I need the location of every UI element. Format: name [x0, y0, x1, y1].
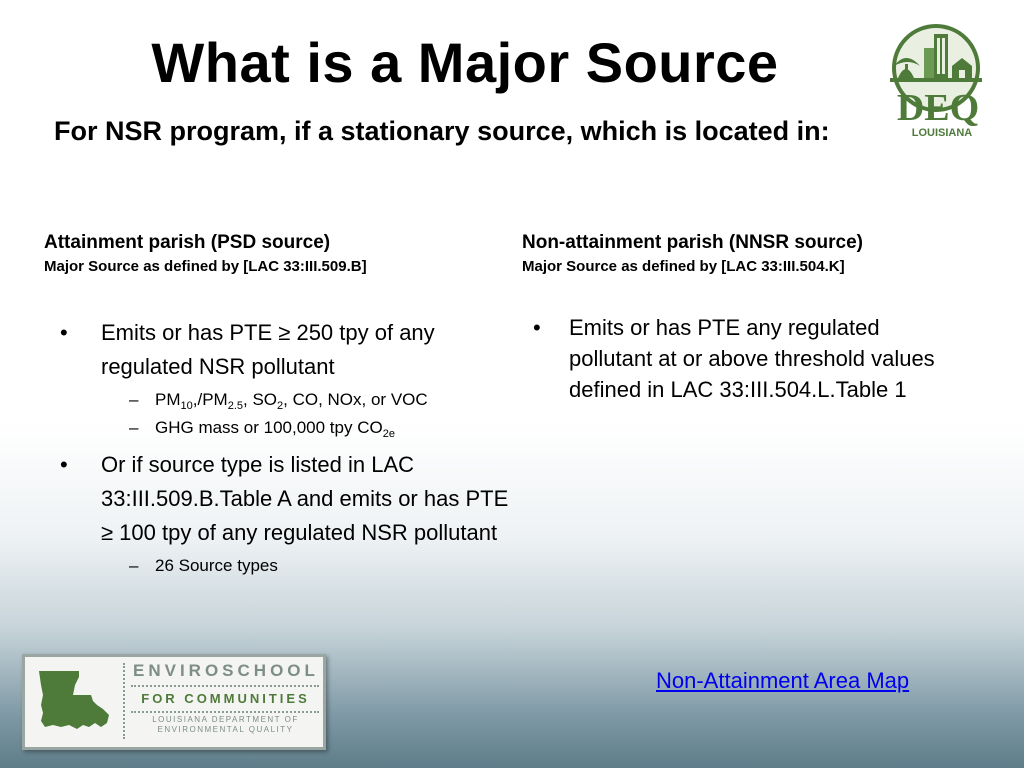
list-item — [60, 448, 510, 580]
attainment-subheading: Major Source as defined by [LAC 33:III.509.B] — [44, 258, 367, 275]
louisiana-map-icon — [35, 665, 115, 737]
non-attainment-map-link[interactable]: Non-Attainment Area Map — [656, 668, 910, 693]
svg-text:DEQ: DEQ — [896, 87, 980, 129]
nonattainment-subheading: Major Source as defined by [LAC 33:III.504.K] — [522, 258, 845, 275]
list-item — [60, 316, 510, 442]
nonattainment-bullet-list — [533, 312, 953, 405]
bullet-text: Or if source type is listed in LAC 33:III.509.B.Table A and emits or has PTE ≥ 100 tpy of any regulated NSR pollutant — [101, 452, 509, 545]
slide-title: What is a Major Source — [151, 31, 779, 94]
nonattainment-heading: Non-attainment parish (NNSR source) — [522, 232, 863, 253]
enviroschool-subtitle: FOR COMMUNITIES — [141, 691, 310, 706]
deq-logo — [876, 20, 1000, 140]
deq-emblem-icon — [876, 20, 1000, 140]
logo-divider — [131, 685, 319, 687]
attainment-column-header — [44, 230, 514, 278]
attainment-heading: Attainment parish (PSD source) — [44, 232, 331, 253]
sub-list-item: – $PM_{10},/PM_{2.5}$, $SO_2$, CO, NOx, or VOC — [101, 386, 510, 414]
sub-list-item: – 26 Source types — [101, 552, 510, 580]
nonattainment-column-header — [522, 230, 982, 278]
svg-text:LOUISIANA: LOUISIANA — [911, 127, 973, 139]
enviroschool-logo — [22, 654, 326, 750]
enviroschool-title: ENVIROSCHOOL — [133, 661, 319, 680]
bullet-text: Emits or has PTE ≥ 250 tpy of any regulated NSR pollutant — [101, 320, 435, 379]
enviroschool-agency: LOUISIANA DEPARTMENT OF ENVIRONMENTAL QUALITY — [152, 715, 299, 734]
slide-subtitle: For NSR program, if a stationary source, which is located in: — [54, 116, 830, 146]
list-item: • Emits or has PTE any regulated pollutant at or above threshold values defined in LAC 33:III.504.L.Table 1 — [533, 312, 953, 405]
logo-divider — [123, 663, 125, 739]
logo-divider — [131, 711, 319, 713]
sub-list-item: – GHG mass or 100,000 tpy $CO_{2e}$ — [101, 414, 510, 442]
attainment-bullet-list — [60, 316, 510, 586]
